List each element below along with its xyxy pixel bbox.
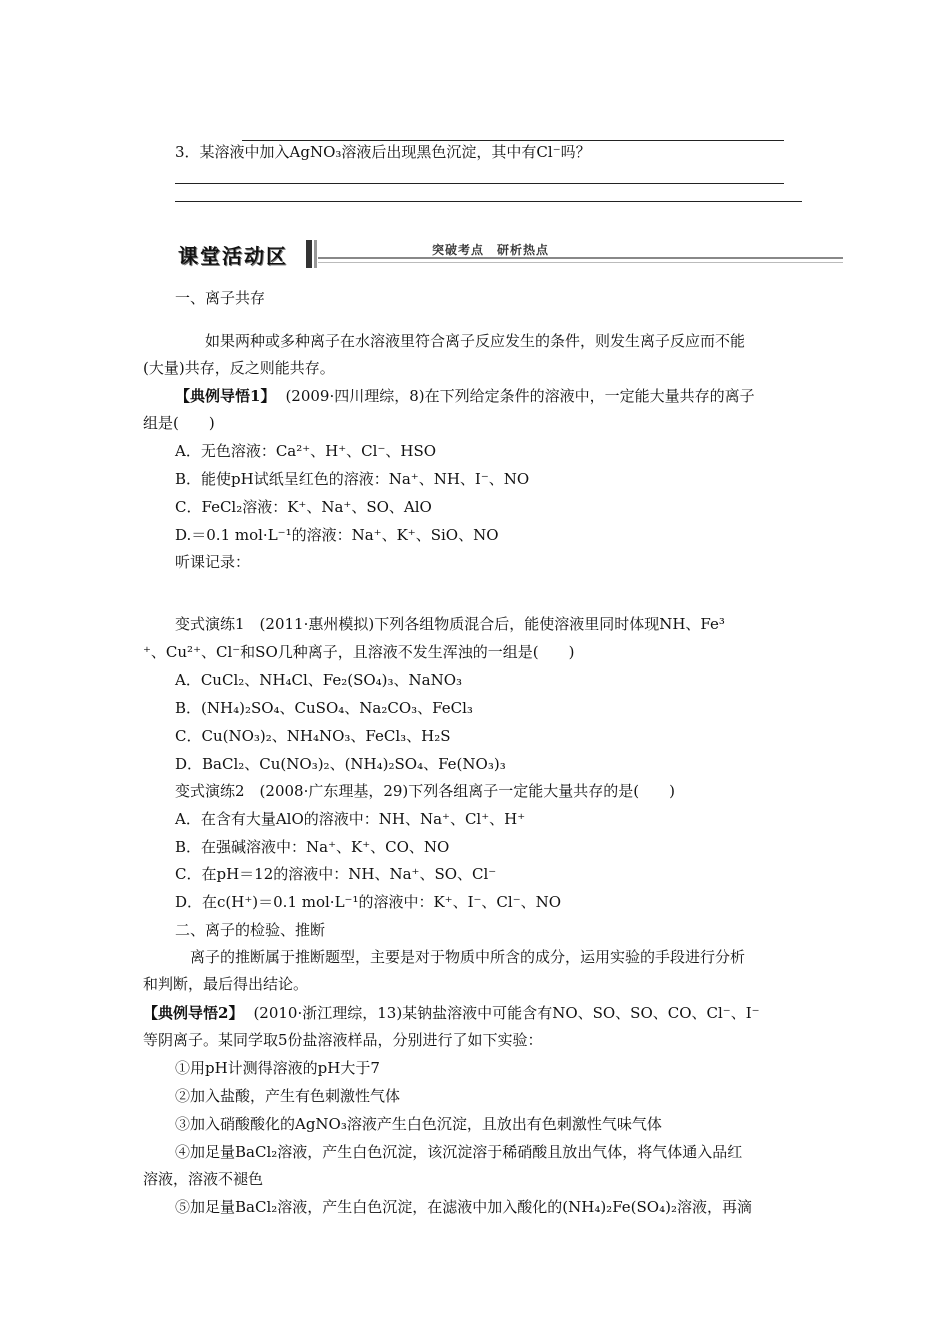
section-2-intro: 离子的推断属于推断题型，主要是对于物质中所含的成分，运用实验的手段进行分析 <box>190 948 746 966</box>
example-1-option-d: D.＝0.1 mol·L⁻¹的溶液：Na⁺、K⁺、SiO、NO <box>175 526 499 544</box>
example-2-step-2: ②加入盐酸，产生有色刺激性气体 <box>175 1087 401 1105</box>
variant-1-option-b: B．(NH₄)₂SO₄、CuSO₄、Na₂CO₃、FeCl₃ <box>175 699 473 717</box>
example-2-text: (2010·浙江理综，13)某钠盐溶液中可能含有NO、SO、SO、CO、Cl⁻、I⁻ <box>253 1004 760 1022</box>
banner-bar <box>306 240 312 268</box>
variant-2-option-d: D．在c(H⁺)＝0.1 mol·L⁻¹的溶液中：K⁺、I⁻、Cl⁻、NO <box>175 893 562 911</box>
variant-1-option-c: C．Cu(NO₃)₂、NH₄NO₃、FeCl₃、H₂S <box>175 727 451 745</box>
example-1-line-1 <box>175 386 755 406</box>
example-2-step-4: 溶液，溶液不褪色 <box>143 1170 264 1188</box>
variant-1-option-a: A．CuCl₂、NH₄Cl、Fe₂(SO₄)₃、NaNO₃ <box>175 671 463 689</box>
section-1-intro: 如果两种或多种离子在水溶液里符合离子反应发生的条件，则发生离子反应而不能 <box>205 332 746 350</box>
banner-bar <box>314 240 317 268</box>
variant-1-option-d: D．BaCl₂、Cu(NO₃)₂、(NH₄)₂SO₄、Fe(NO₃)₃ <box>175 755 506 773</box>
example-1-text: (2009·四川理综，8)在下列给定条件的溶液中，一定能大量共存的离子 <box>285 387 755 405</box>
example-1-text: 组是( ) <box>143 414 215 432</box>
variant-2-option-b: B．在强碱溶液中：Na⁺、K⁺、CO、NO <box>175 838 450 856</box>
banner-subtitle: 突破考点 研析热点 <box>432 243 550 257</box>
example-1-tag: 【典例导悟1】 <box>175 387 276 405</box>
banner-title: 课堂活动区 <box>178 244 288 268</box>
example-1-option-c: C．FeCl₂溶液：K⁺、Na⁺、SO、AlO <box>175 498 432 516</box>
example-2-step-1: ①用pH计测得溶液的pH大于7 <box>175 1059 380 1077</box>
example-2-step-4: ④加足量BaCl₂溶液，产生白色沉淀，该沉淀溶于稀硝酸且放出气体，将气体通入品红 <box>175 1143 743 1161</box>
section-2-intro: 和判断，最后得出结论。 <box>143 975 309 993</box>
example-2-tag: 【典例导悟2】 <box>143 1004 244 1022</box>
example-1-option-b: B．能使pH试纸呈红色的溶液：Na⁺、NH、I⁻、NO <box>175 470 530 488</box>
example-1-notes-label: 听课记录： <box>175 553 251 571</box>
banner-line <box>318 257 843 259</box>
variant-2-option-c: C．在pH＝12的溶液中：NH、Na⁺、SO、Cl⁻ <box>175 865 497 883</box>
example-2-step-5: ⑤加足量BaCl₂溶液，产生白色沉淀，在滤液中加入酸化的(NH₄)₂Fe(SO₄)₂溶液，再滴 <box>175 1198 752 1216</box>
answer-line <box>175 201 802 202</box>
banner-line <box>318 262 843 263</box>
variant-2-text: 变式演练2 (2008·广东理基，29)下列各组离子一定能大量共存的是( ) <box>175 782 675 800</box>
answer-line <box>242 140 784 141</box>
variant-2-option-a: A．在含有大量AlO的溶液中：NH、Na⁺、Cl⁺、H⁺ <box>175 810 526 828</box>
example-2-line-1 <box>143 1003 760 1023</box>
answer-line <box>175 183 784 184</box>
section-1-heading: 一、离子共存 <box>175 289 266 307</box>
section-2-heading: 二、离子的检验、推断 <box>175 921 326 939</box>
example-2-text: 等阴离子。某同学取5份盐溶液样品，分别进行了如下实验： <box>143 1031 543 1049</box>
variant-1-text: ⁺、Cu²⁺、Cl⁻和SO几种离子，且溶液不发生浑浊的一组是( ) <box>143 643 575 661</box>
question-3: 3．某溶液中加入AgNO₃溶液后出现黑色沉淀，其中有Cl⁻吗？ <box>175 143 591 161</box>
variant-1-text: 变式演练1 (2011·惠州模拟)下列各组物质混合后，能使溶液里同时体现NH、Fe³ <box>175 615 725 633</box>
example-2-step-3: ③加入硝酸酸化的AgNO₃溶液产生白色沉淀，且放出有色刺激性气味气体 <box>175 1115 662 1133</box>
section-1-intro: (大量)共存，反之则能共存。 <box>143 359 335 377</box>
example-1-option-a: A．无色溶液：Ca²⁺、H⁺、Cl⁻、HSO <box>175 442 437 460</box>
